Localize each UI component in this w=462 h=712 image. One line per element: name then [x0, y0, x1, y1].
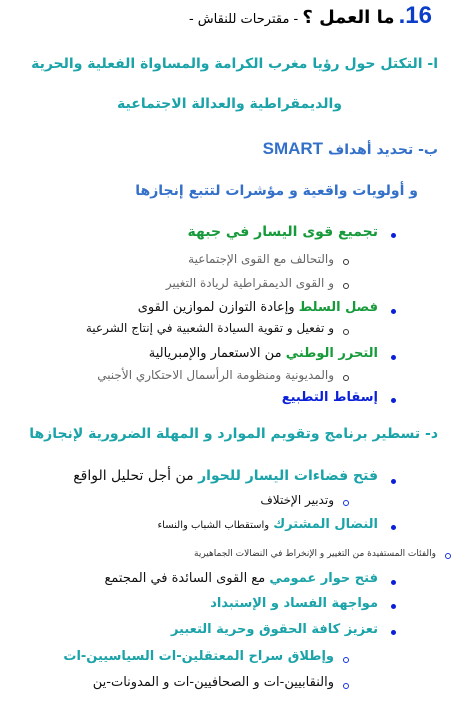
- list2-item1-bold: فتح فضاءات اليسار للحوار: [198, 468, 378, 484]
- list2-item5: تعزيز كافة الحقوق وحرية التعبير: [170, 622, 378, 637]
- section-b-label: ب- تحديد أهداف: [327, 142, 438, 158]
- bullet: [391, 355, 396, 360]
- page-title: [189, 2, 432, 30]
- list1-item4: إسقاط التطبيع: [281, 390, 378, 405]
- list1-item1-sub1: والتحالف مع القوى الإجتماعية: [188, 252, 334, 266]
- list2-item1-sub1: وتدبير الإختلاف: [260, 493, 334, 507]
- list1-item3-sub1: والمديونية ومنظومة الرأسمال الاحتكاري الأجنبي: [97, 368, 334, 382]
- list1-item2-sub1: و تفعيل و تقوية السيادة الشعبية في إنتاج الشرعية: [85, 321, 334, 335]
- list2-item2-bold: النضال المشترك: [273, 517, 378, 532]
- list1-item1: تجميع قوى اليسار في جبهة: [187, 224, 378, 240]
- list2-item3-bold: فتح حوار عمومي: [269, 571, 378, 586]
- circle-bullet: [343, 657, 349, 663]
- list1-item3: [149, 346, 378, 361]
- bullet: [391, 309, 396, 314]
- list1-item3-rest: من الاستعمار والإمبريالية: [148, 346, 282, 361]
- circle-bullet: [343, 683, 349, 689]
- bullet: [391, 580, 396, 585]
- section-title: ما العمل ؟: [302, 7, 395, 28]
- section-number: 16.: [398, 2, 432, 29]
- circle-bullet: [343, 283, 349, 289]
- list2-item3: [104, 571, 378, 586]
- bullet: [391, 525, 396, 530]
- circle-bullet: [343, 259, 349, 265]
- list2-item3-rest: مع القوى السائدة في المجتمع: [104, 571, 266, 586]
- bullet: [391, 398, 396, 403]
- section-a-line2: والديمقراطية والعدالة الاجتماعية: [117, 96, 342, 112]
- section-c: و أولويات واقعية و مؤشرات لتتبع إنجازها: [135, 183, 418, 199]
- smart-keyword: SMART: [262, 139, 324, 158]
- list2-item5-sub1: وإطلاق سراح المعتقلين-ات السياسيين-ات: [63, 649, 334, 664]
- circle-bullet: [343, 329, 349, 335]
- list1-item2-rest: وإعادة التوازن لموازين القوى: [137, 300, 295, 315]
- list1-item2-bold: فصل السلط: [298, 300, 378, 315]
- list2-item2-rest: واستقطاب الشباب والنساء: [157, 520, 270, 531]
- list2-item1-rest: من أجل تحليل الواقع: [73, 468, 194, 484]
- bullet: [391, 233, 396, 238]
- section-subtitle: - مقترحات للنقاش -: [188, 12, 299, 27]
- list1-item2: [138, 300, 378, 315]
- circle-bullet: [445, 553, 451, 559]
- list1-item3-bold: التحرر الوطني: [285, 346, 378, 361]
- section-d: د- تسطير برنامج وتقويم الموارد و المهلة الضرورية لإنجازها: [29, 426, 438, 442]
- section-a-line1: ا- التكتل حول رؤيا مغرب الكرامة والمساواة الفعلية والحرية: [31, 56, 438, 72]
- list2-item2: [157, 517, 378, 532]
- list2-item2-sub1: والفئات المستفيدة من التغيير و الإنخراط في النضالات الجماهيرية: [194, 549, 436, 559]
- circle-bullet: [343, 500, 349, 506]
- list2-item1: [73, 468, 378, 484]
- bullet: [391, 630, 396, 635]
- bullet: [391, 604, 396, 609]
- section-b: [263, 139, 438, 159]
- bullet: [391, 479, 396, 484]
- circle-bullet: [343, 375, 349, 381]
- list1-item1-sub2: و القوى الديمقراطية لريادة التغيير: [165, 276, 334, 290]
- list2-item4: مواجهة الفساد و الإستبداد: [210, 596, 378, 611]
- list2-item5-sub2: والنقابيين-ات و الصحافيين-ات و المدونات-ين: [92, 675, 334, 690]
